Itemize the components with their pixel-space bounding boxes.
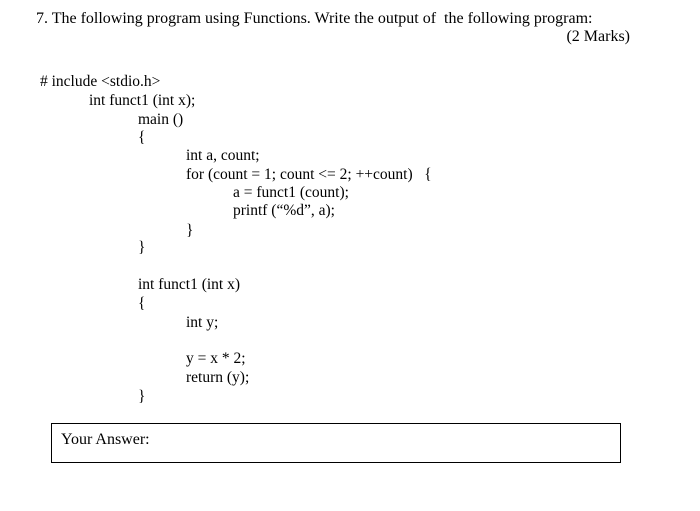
code-include: # include <stdio.h> — [40, 73, 161, 90]
answer-box[interactable] — [51, 423, 621, 463]
code-function-close-brace: } — [138, 388, 146, 405]
code-function-open-brace: { — [138, 295, 146, 312]
code-function-header: int funct1 (int x) — [138, 276, 241, 293]
code-function-calculation: y = x * 2; — [186, 350, 246, 367]
question-text: 7. The following program using Functions. Write the output of the following program: — [36, 10, 593, 27]
code-declaration: int a, count; — [186, 147, 260, 164]
code-function-declaration: int y; — [186, 314, 219, 331]
code-function-return: return (y); — [186, 369, 250, 386]
code-main-open-brace: { — [138, 129, 146, 146]
code-prototype: int funct1 (int x); — [89, 92, 196, 109]
marks-label: (2 Marks) — [566, 28, 630, 45]
code-for-loop: for (count = 1; count <= 2; ++count) { — [186, 166, 432, 183]
code-printf: printf (“%d”, a); — [233, 202, 335, 219]
code-for-close-brace: } — [186, 222, 194, 239]
answer-label: Your Answer: — [61, 431, 150, 448]
code-main-close-brace: } — [138, 239, 146, 256]
code-assignment: a = funct1 (count); — [233, 184, 349, 201]
code-main-header: main () — [138, 111, 184, 128]
